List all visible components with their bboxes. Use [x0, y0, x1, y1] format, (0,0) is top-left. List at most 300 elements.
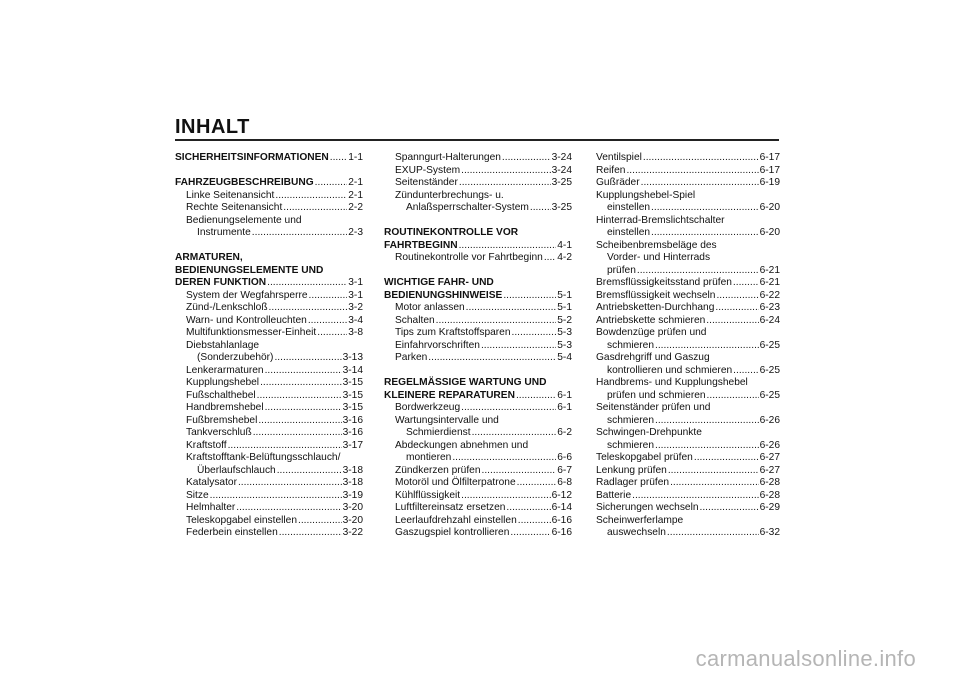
toc-leader-dots — [308, 315, 347, 328]
toc-entry — [175, 390, 363, 403]
toc-leader-dots — [269, 302, 348, 315]
toc-page-number: 3-1 — [348, 277, 363, 288]
toc-page-number: 6-14 — [551, 502, 572, 513]
toc-entry-heading-line — [596, 252, 780, 265]
toc-entry — [384, 177, 572, 190]
toc-entry-title: Kupplungshebel — [186, 377, 260, 388]
toc-leader-dots — [481, 340, 556, 353]
toc-leader-dots — [482, 465, 557, 478]
toc-page-number: 3-15 — [342, 389, 363, 401]
toc-spacer — [175, 240, 363, 253]
toc-page-number: 6-27 — [759, 452, 780, 463]
toc-entry-heading-line — [384, 377, 572, 390]
toc-entry-title: Reifen — [596, 164, 626, 176]
toc-entry-title: Überlaufschlauch — [197, 464, 276, 476]
toc-entry-title: einstellen — [607, 202, 651, 213]
toc-entry — [596, 152, 780, 165]
toc-entry — [384, 302, 572, 315]
toc-entry — [596, 277, 780, 290]
toc-entry — [175, 490, 363, 503]
toc-entry-title: schmieren — [607, 414, 654, 426]
toc-entry — [384, 527, 572, 540]
toc-leader-dots — [260, 377, 342, 390]
toc-entry-title: Kraftstoff — [186, 439, 227, 451]
toc-leader-dots — [510, 527, 550, 540]
toc-leader-dots — [651, 227, 759, 240]
toc-leader-dots — [275, 190, 347, 203]
toc-leader-dots — [461, 402, 556, 415]
toc-entry — [384, 465, 572, 478]
toc-entry — [596, 340, 780, 353]
toc-entry — [596, 415, 780, 428]
toc-leader-dots — [715, 302, 758, 315]
toc-leader-dots — [315, 177, 348, 190]
toc-entry — [384, 427, 572, 440]
toc-page-number: 3-22 — [342, 527, 363, 538]
toc-entry-heading-line — [384, 227, 572, 240]
toc-entry — [175, 427, 363, 440]
toc-page-number: 1-1 — [348, 152, 363, 163]
toc-leader-dots — [668, 465, 759, 478]
toc-page-number: 5-3 — [557, 327, 572, 338]
toc-entry-title: Antriebskette schmieren — [596, 314, 706, 326]
toc-entry — [384, 165, 572, 178]
toc-entry-title: Routinekontrolle vor Fahrtbeginn — [395, 252, 543, 263]
toc-entry-title: montieren — [406, 452, 452, 463]
toc-page-number: 6-26 — [759, 414, 780, 426]
toc-entry — [384, 390, 572, 403]
toc-page-number: 6-22 — [759, 289, 780, 301]
toc-entry-title: BEDIENUNGSELEMENTE UND — [175, 264, 324, 276]
toc-entry-heading-line — [384, 190, 572, 203]
toc-page-number: 3-14 — [342, 364, 363, 376]
toc-column-1 — [175, 152, 363, 540]
toc-page-number: 5-2 — [557, 314, 572, 326]
toc-entry — [175, 302, 363, 315]
toc-entry-title: Antriebsketten-Durchhang — [596, 302, 715, 313]
toc-entry-heading-line — [596, 190, 780, 203]
toc-page-number: 6-17 — [759, 164, 780, 176]
toc-page-number: 2-3 — [348, 227, 363, 238]
toc-leader-dots — [274, 352, 341, 365]
toc-entry — [175, 415, 363, 428]
toc-entry-title: Teleskopgabel einstellen — [186, 514, 298, 526]
toc-entry-title: Tankverschluß — [186, 427, 252, 438]
toc-page-number: 2-1 — [348, 189, 363, 201]
toc-entry-title: Fußschalthebel — [186, 389, 256, 401]
toc-leader-dots — [330, 152, 348, 165]
toc-entry-heading-line — [596, 240, 780, 253]
toc-entry — [384, 202, 572, 215]
toc-entry — [175, 352, 363, 365]
toc-entry — [175, 477, 363, 490]
toc-entry-title: Batterie — [596, 489, 632, 501]
toc-leader-dots — [277, 465, 342, 478]
toc-spacer — [384, 265, 572, 278]
toc-leader-dots — [265, 402, 342, 415]
toc-entry — [175, 152, 363, 165]
toc-leader-dots — [267, 277, 347, 290]
toc-leader-dots — [298, 515, 342, 528]
toc-page-number: 3-18 — [342, 477, 363, 488]
toc-column-2 — [384, 152, 572, 540]
toc-entry-title: prüfen — [607, 264, 636, 276]
toc-entry-heading-line — [596, 352, 780, 365]
toc-page-number: 6-25 — [759, 339, 780, 351]
toc-entry-title: DEREN FUNKTION — [175, 277, 267, 288]
title-divider — [175, 139, 779, 141]
toc-page-number: 6-7 — [557, 464, 572, 476]
toc-entry — [384, 240, 572, 253]
toc-entry-title: Hinterrad-Bremslichtschalter — [596, 214, 725, 226]
toc-entry-title: FAHRZEUGBESCHREIBUNG — [175, 177, 314, 188]
toc-entry-title: Teleskopgabel prüfen — [596, 452, 693, 463]
toc-entry-title: kontrollieren und schmieren — [607, 364, 733, 376]
toc-entry — [596, 365, 780, 378]
toc-page-number: 6-8 — [557, 477, 572, 488]
toc-entry-title: Bedienungselemente und — [186, 214, 302, 226]
page-title: INHALT — [175, 116, 250, 138]
toc-leader-dots — [544, 252, 556, 265]
toc-leader-dots — [461, 165, 551, 178]
toc-entry-heading-line — [175, 252, 363, 265]
toc-entry-title: Helmhalter — [186, 502, 236, 513]
toc-entry-heading-line — [596, 402, 780, 415]
toc-entry-heading-line — [384, 277, 572, 290]
toc-leader-dots — [651, 202, 759, 215]
toc-entry-heading-line — [596, 215, 780, 228]
toc-page-number: 3-16 — [342, 414, 363, 426]
toc-entry-title: Zünd-/Lenkschloß — [186, 302, 268, 313]
toc-leader-dots — [506, 502, 550, 515]
toc-leader-dots — [655, 440, 759, 453]
toc-entry-title: Vorder- und Hinterrads — [607, 252, 711, 263]
toc-entry — [596, 290, 780, 303]
toc-entry — [596, 165, 780, 178]
toc-entry-title: Diebstahlanlage — [186, 339, 260, 351]
toc-entry — [175, 190, 363, 203]
toc-entry-title: REGELMÄSSIGE WARTUNG UND — [384, 377, 547, 388]
toc-page-number: 6-26 — [759, 439, 780, 451]
toc-entry-heading-line — [175, 452, 363, 465]
toc-leader-dots — [283, 202, 347, 215]
toc-page-number: 3-8 — [348, 327, 363, 338]
toc-entry — [175, 327, 363, 340]
toc-page-number: 6-20 — [759, 202, 780, 213]
toc-entry-title: Sitze — [186, 489, 209, 501]
toc-leader-dots — [667, 527, 759, 540]
toc-page-number: 6-25 — [759, 364, 780, 376]
toc-entry-heading-line — [175, 215, 363, 228]
toc-entry-title: Instrumente — [197, 227, 251, 238]
toc-page-number: 6-1 — [557, 389, 572, 401]
toc-entry — [384, 315, 572, 328]
toc-entry-title: EXUP-System — [395, 164, 461, 176]
toc-entry-title: Zündunterbrechungs- u. — [395, 189, 504, 201]
toc-page-number: 6-6 — [557, 452, 572, 463]
toc-leader-dots — [436, 315, 557, 328]
toc-page-number: 3-24 — [551, 152, 572, 163]
toc-page-number: 5-3 — [557, 339, 572, 351]
toc-entry-title: Gaszugspiel kontrollieren — [395, 527, 510, 538]
toc-entry — [175, 440, 363, 453]
toc-page-number: 3-1 — [348, 289, 363, 301]
toc-entry — [596, 315, 780, 328]
toc-entry-title: Radlager prüfen — [596, 477, 670, 488]
toc-entry-title: Einfahrvorschriften — [395, 339, 480, 351]
toc-leader-dots — [626, 165, 758, 178]
toc-entry — [596, 465, 780, 478]
toc-leader-dots — [466, 302, 557, 315]
toc-entry-heading-line — [596, 515, 780, 528]
toc-leader-dots — [733, 365, 758, 378]
toc-leader-dots — [253, 427, 342, 440]
toc-entry — [175, 527, 363, 540]
toc-leader-dots — [503, 290, 556, 303]
toc-leader-dots — [279, 527, 342, 540]
toc-entry-title: Wartungsintervalle und — [395, 414, 499, 426]
toc-leader-dots — [733, 277, 759, 290]
toc-page-number: 6-29 — [759, 502, 780, 513]
toc-entry-heading-line — [596, 427, 780, 440]
toc-entry-title: WICHTIGE FAHR- UND — [384, 277, 494, 288]
toc-entry-title: Parken — [395, 352, 428, 363]
toc-page-number: 4-2 — [557, 252, 572, 263]
toc-leader-dots — [716, 290, 758, 303]
toc-entry-title: Seitenständer — [395, 177, 458, 188]
toc-page-number: 3-25 — [551, 202, 572, 213]
toc-leader-dots — [252, 227, 347, 240]
toc-page-number: 5-4 — [557, 352, 572, 363]
toc-page-number: 4-1 — [557, 239, 572, 251]
toc-entry — [384, 340, 572, 353]
toc-leader-dots — [517, 477, 557, 490]
toc-spacer — [175, 165, 363, 178]
toc-leader-dots — [257, 390, 342, 403]
toc-entry-title: Federbein einstellen — [186, 527, 278, 538]
toc-entry — [175, 227, 363, 240]
toc-leader-dots — [655, 415, 759, 428]
toc-leader-dots — [459, 240, 557, 253]
toc-entry-title: Luftfiltereinsatz ersetzen — [395, 502, 506, 513]
toc-leader-dots — [707, 390, 759, 403]
toc-entry-title: Handbremshebel — [186, 402, 264, 413]
toc-entry — [596, 527, 780, 540]
toc-entry-title: (Sonderzubehör) — [197, 352, 274, 363]
toc-page-number: 3-4 — [348, 314, 363, 326]
toc-entry — [175, 365, 363, 378]
toc-page-number: 3-19 — [342, 489, 363, 501]
toc-entry-title: Bremsflüssigkeit wechseln — [596, 289, 716, 301]
toc-page-number: 3-25 — [551, 177, 572, 188]
toc-entry — [384, 327, 572, 340]
toc-entry — [384, 515, 572, 528]
toc-entry-title: Kraftstofftank-Belüftungsschlauch/ — [186, 452, 341, 463]
toc-entry-title: Bowdenzüge prüfen und — [596, 327, 707, 338]
toc-page-number: 6-2 — [557, 427, 572, 438]
toc-entry-heading-line — [384, 440, 572, 453]
toc-leader-dots — [258, 415, 341, 428]
toc-entry — [175, 502, 363, 515]
toc-entry-title: schmieren — [607, 439, 654, 451]
toc-entry-title: Sicherungen wechseln — [596, 502, 699, 513]
toc-entry-title: Seitenständer prüfen und — [596, 402, 711, 413]
toc-entry-title: Gußräder — [596, 177, 640, 188]
toc-page-number: 6-28 — [759, 489, 780, 501]
toc-entry-title: Leerlaufdrehzahl einstellen — [395, 514, 517, 526]
toc-page-number: 6-24 — [759, 314, 780, 326]
toc-entry-title: Rechte Seitenansicht — [186, 202, 283, 213]
toc-entry-title: Zündkerzen prüfen — [395, 464, 481, 476]
toc-leader-dots — [238, 477, 342, 490]
toc-entry-title: einstellen — [607, 227, 651, 238]
toc-entry-title: ROUTINEKONTROLLE VOR — [384, 227, 519, 238]
toc-column-3 — [596, 152, 780, 540]
toc-page-number: 5-1 — [557, 289, 572, 301]
toc-page-number: 3-17 — [342, 439, 363, 451]
toc-leader-dots — [655, 340, 759, 353]
toc-leader-dots — [459, 177, 551, 190]
toc-entry-title: Fußbremshebel — [186, 414, 258, 426]
toc-entry-heading-line — [384, 415, 572, 428]
toc-spacer — [384, 215, 572, 228]
toc-entry-heading-line — [596, 327, 780, 340]
toc-entry-title: Warn- und Kontrolleuchten — [186, 314, 307, 326]
toc-entry-heading-line — [596, 377, 780, 390]
toc-entry-title: Kupplungshebel-Spiel — [596, 189, 696, 201]
toc-spacer — [384, 365, 572, 378]
toc-entry-title: schmieren — [607, 339, 654, 351]
toc-page-number: 6-12 — [551, 489, 572, 501]
toc-leader-dots — [472, 427, 557, 440]
toc-entry-title: System der Wegfahrsperre — [186, 289, 308, 301]
toc-page-number: 2-1 — [348, 177, 363, 188]
watermark-text: carmanualsonline.info — [695, 646, 916, 671]
toc-entry-title: Multifunktionsmesser-Einheit — [186, 327, 317, 338]
toc-entry-title: Handbrems- und Kupplungshebel — [596, 377, 748, 388]
toc-page-number: 3-16 — [342, 427, 363, 438]
toc-entry-title: Anlaßsperrschalter-System — [406, 202, 529, 213]
toc-entry — [175, 290, 363, 303]
toc-page-number: 3-20 — [342, 502, 363, 513]
toc-leader-dots — [512, 327, 557, 340]
toc-entry — [384, 452, 572, 465]
toc-entry — [384, 477, 572, 490]
toc-entry-heading-line — [175, 265, 363, 278]
toc-page-number: 3-20 — [342, 514, 363, 526]
toc-page-number: 2-2 — [348, 202, 363, 213]
toc-page-number: 6-16 — [551, 514, 572, 526]
toc-page-number: 5-1 — [557, 302, 572, 313]
toc-page-number: 6-1 — [557, 402, 572, 413]
toc-page-number: 6-21 — [759, 264, 780, 276]
toc-entry — [175, 402, 363, 415]
toc-leader-dots — [694, 452, 759, 465]
toc-entry — [175, 377, 363, 390]
toc-entry — [384, 152, 572, 165]
toc-leader-dots — [643, 152, 759, 165]
toc-entry-title: Scheinwerferlampe — [596, 514, 684, 526]
toc-entry-title: Lenkerarmaturen — [186, 364, 264, 376]
toc-entry — [596, 202, 780, 215]
toc-entry — [596, 502, 780, 515]
toc-leader-dots — [502, 152, 551, 165]
toc-entry — [596, 440, 780, 453]
toc-page-number: 6-16 — [551, 527, 572, 538]
toc-entry-title: Spanngurt-Halterungen — [395, 152, 501, 163]
toc-entry-title: Schalten — [395, 314, 435, 326]
toc-entry-title: Bordwerkzeug — [395, 402, 461, 413]
toc-leader-dots — [706, 315, 758, 328]
toc-entry — [175, 277, 363, 290]
toc-entry — [384, 490, 572, 503]
toc-leader-dots — [265, 365, 342, 378]
toc-page-number: 3-18 — [342, 464, 363, 476]
toc-entry — [596, 390, 780, 403]
toc-page-number: 6-27 — [759, 464, 780, 476]
toc-entry-title: Schmierdienst — [406, 427, 471, 438]
toc-entry-title: Motor anlassen — [395, 302, 465, 313]
toc-entry-title: BEDIENUNGSHINWEISE — [384, 289, 503, 301]
toc-entry — [175, 465, 363, 478]
toc-leader-dots — [700, 502, 759, 515]
toc-page-number: 6-21 — [759, 277, 780, 288]
toc-entry — [596, 265, 780, 278]
toc-entry-title: Abdeckungen abnehmen und — [395, 439, 529, 451]
toc-leader-dots — [461, 490, 550, 503]
toc-leader-dots — [670, 477, 759, 490]
toc-entry-title: Scheibenbremsbeläge des — [596, 239, 717, 251]
toc-entry — [596, 177, 780, 190]
toc-leader-dots — [518, 515, 551, 528]
toc-entry — [596, 452, 780, 465]
toc-entry-title: Bremsflüssigkeitsstand prüfen — [596, 277, 732, 288]
toc-leader-dots — [428, 352, 556, 365]
toc-entry-title: Motoröl und Ölfilterpatrone — [395, 477, 516, 488]
toc-leader-dots — [228, 440, 342, 453]
toc-leader-dots — [452, 452, 556, 465]
toc-entry-title: Linke Seitenansicht — [186, 189, 275, 201]
toc-entry — [175, 177, 363, 190]
toc-entry — [596, 227, 780, 240]
toc-entry-title: Tips zum Kraftstoffsparen — [395, 327, 511, 338]
toc-page-number: 6-32 — [759, 527, 780, 538]
toc-entry — [384, 252, 572, 265]
toc-leader-dots — [210, 490, 342, 503]
toc-page-number: 6-25 — [759, 389, 780, 401]
toc-entry — [384, 502, 572, 515]
toc-page-number: 3-2 — [348, 302, 363, 313]
toc-entry — [384, 290, 572, 303]
toc-page-number: 6-19 — [759, 177, 780, 188]
toc-entry-title: Lenkung prüfen — [596, 464, 667, 476]
toc-entry-title: Katalysator — [186, 477, 237, 488]
toc-page-number: 6-17 — [759, 152, 780, 163]
toc-page-number: 6-20 — [759, 227, 780, 238]
toc-page-number: 3-15 — [342, 402, 363, 413]
toc-entry — [175, 202, 363, 215]
toc-entry-title: Ventilspiel — [596, 152, 642, 163]
toc-leader-dots — [317, 327, 347, 340]
toc-leader-dots — [309, 290, 348, 303]
toc-page-number: 3-15 — [342, 377, 363, 388]
toc-page-number: 6-23 — [759, 302, 780, 313]
toc-entry-title: auswechseln — [607, 527, 666, 538]
toc-entry-title: Schwingen-Drehpunkte — [596, 427, 702, 438]
toc-leader-dots — [236, 502, 341, 515]
toc-page-number: 3-13 — [342, 352, 363, 363]
toc-entry-title: Kühlflüssigkeit — [395, 489, 461, 501]
